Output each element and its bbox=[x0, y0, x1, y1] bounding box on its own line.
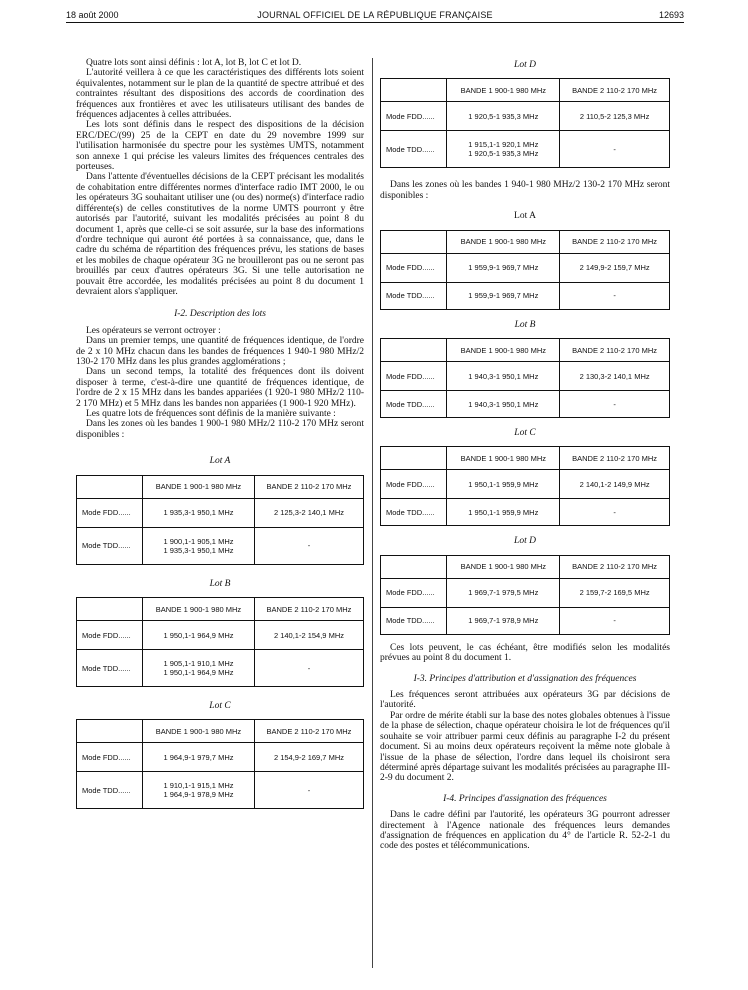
cell-line: 1 915,1-1 920,1 MHz bbox=[468, 140, 539, 150]
row-label: Mode FDD...... bbox=[381, 253, 447, 282]
section-heading: I-4. Principes d'assignation des fréquences bbox=[443, 793, 607, 804]
cell: 2 140,1-2 149,9 MHz bbox=[560, 470, 670, 499]
cell: - bbox=[560, 282, 670, 309]
row-label: Mode TDD...... bbox=[77, 527, 143, 564]
lot-table bbox=[380, 338, 670, 418]
lot-table bbox=[380, 230, 670, 310]
header-rule bbox=[66, 22, 684, 23]
lot-title: Lot B bbox=[209, 578, 231, 589]
cell-line: 1 964,9-1 978,9 MHz bbox=[163, 790, 234, 800]
cell-line: 1 935,3-1 950,1 MHz bbox=[163, 545, 234, 555]
cell: 2 159,7-2 169,5 MHz bbox=[560, 578, 670, 607]
cell: - bbox=[254, 650, 363, 687]
cell: 2 130,3-2 140,1 MHz bbox=[560, 362, 670, 391]
column-header: BANDE 2 110-2 170 MHz bbox=[254, 598, 363, 621]
column-header: BANDE 1 900-1 980 MHz bbox=[447, 79, 560, 102]
cell bbox=[143, 650, 255, 687]
lot-title: Lot A bbox=[209, 456, 231, 467]
cell: 1 959,9-1 969,7 MHz bbox=[447, 253, 560, 282]
column-header: BANDE 1 900-1 980 MHz bbox=[143, 598, 255, 621]
cell: 2 125,3-2 140,1 MHz bbox=[254, 498, 363, 527]
lot-title: Lot B bbox=[514, 319, 536, 330]
column-header: BANDE 2 110-2 170 MHz bbox=[254, 475, 363, 498]
cell: 2 154,9-2 169,7 MHz bbox=[254, 743, 363, 772]
cell bbox=[143, 772, 255, 809]
section-heading: I-3. Principes d'attribution et d'assignation des fréquences bbox=[413, 673, 637, 684]
column-header: BANDE 2 110-2 170 MHz bbox=[560, 555, 670, 578]
cell-line: 1 920,5-1 935,3 MHz bbox=[468, 149, 539, 159]
cell: 1 969,7-1 979,5 MHz bbox=[447, 578, 560, 607]
cell-line: 1 950,1-1 964,9 MHz bbox=[163, 668, 234, 678]
column-header: BANDE 2 110-2 170 MHz bbox=[560, 447, 670, 470]
issue-date: 18 août 2000 bbox=[66, 10, 119, 20]
lot-table bbox=[380, 555, 670, 635]
paragraph: Les lots sont définis dans le respect des dispositions de la décision ERC/DEC/(99) 25 de la CEPT en date du 29 novembre 1999 sur l'utilisation harmonisée du spectre pour les systèmes UMTS, notamment son annexe 1 qui précise les valeurs limites des fréquences centrales des porteuses. bbox=[76, 120, 364, 173]
column-header: BANDE 2 110-2 170 MHz bbox=[560, 79, 670, 102]
cell-line: 1 900,1-1 905,1 MHz bbox=[163, 536, 234, 546]
row-label: Mode TDD...... bbox=[77, 650, 143, 687]
lot-table bbox=[380, 446, 670, 526]
cell bbox=[447, 131, 560, 168]
column-header: BANDE 2 110-2 170 MHz bbox=[560, 230, 670, 253]
cell-line: 1 910,1-1 915,1 MHz bbox=[163, 781, 234, 791]
row-label: Mode TDD...... bbox=[381, 131, 447, 168]
cell: 2 140,1-2 154,9 MHz bbox=[254, 621, 363, 650]
paragraph: Les opérateurs se verront octroyer : bbox=[86, 325, 221, 336]
lot-table bbox=[76, 475, 364, 565]
column-header: BANDE 1 900-1 980 MHz bbox=[447, 447, 560, 470]
paragraph: Dans les zones où les bandes 1 900-1 980 MHz/2 110-2 170 MHz seront disponibles : bbox=[76, 419, 364, 440]
row-label: Mode FDD...... bbox=[77, 743, 143, 772]
row-label: Mode TDD...... bbox=[381, 499, 447, 526]
cell: - bbox=[560, 607, 670, 634]
cell: - bbox=[254, 527, 363, 564]
section-heading: I-2. Description des lots bbox=[174, 309, 266, 320]
paragraph: Dans l'attente d'éventuelles décisions de la CEPT précisant les modalités de cohabitation entre différentes normes d'interface radio IMT 2000, le ou les opérateurs 3G souhaitant utiliser une (ou des) norme(s) d'interface radio différente(s) de celles constitutives de la norme UMTS pourront y être autorisés par l'autorité, suivant les modalités précisées au point 8 du document 1, après que celle-ci se soit assurée, sur la base des informations d'ordre technique qui auront été portées à sa connaissance, que, dans le cadre du schéma de répartition des fréquences prévu, les stations de bases et les mobiles de chaque opérateur 3G ne brouilleront pas ou ne seront pas brouillés par ceux d'autres opérateurs 3G. Si une telle autorisation ne pouvait être accordée, les modalités précisées au point 8 du document 1 devraient alors s'appliquer. bbox=[76, 172, 364, 297]
blank-cell bbox=[77, 720, 143, 743]
row-label: Mode FDD...... bbox=[381, 102, 447, 131]
paragraph: Dans le cadre défini par l'autorité, les opérateurs 3G pourront adresser directement à l'Agence nationale des fréquences leurs demandes d'assignation de fréquences en application du 4° de l'article R. 52-2-1 du code des postes et télécommunications. bbox=[380, 810, 670, 852]
row-label: Mode FDD...... bbox=[381, 362, 447, 391]
cell: 2 149,9-2 159,7 MHz bbox=[560, 253, 670, 282]
cell: 1 940,3-1 950,1 MHz bbox=[447, 362, 560, 391]
lot-title: Lot A bbox=[514, 211, 536, 222]
paragraph: Quatre lots sont ainsi définis : lot A, lot B, lot C et lot D. bbox=[86, 58, 302, 68]
cell-line: 1 905,1-1 910,1 MHz bbox=[163, 659, 234, 669]
paragraph: Les quatre lots de fréquences sont définis de la manière suivante : bbox=[86, 409, 336, 419]
cell: 1 969,7-1 978,9 MHz bbox=[447, 607, 560, 634]
cell: - bbox=[254, 772, 363, 809]
cell: 1 935,3-1 950,1 MHz bbox=[143, 498, 255, 527]
paragraph: Dans les zones où les bandes 1 940-1 980 MHz/2 130-2 170 MHz seront disponibles : bbox=[380, 180, 670, 201]
left-column bbox=[76, 58, 364, 815]
cell: 1 920,5-1 935,3 MHz bbox=[447, 102, 560, 131]
journal-title: JOURNAL OFFICIEL DE LA RÉPUBLIQUE FRANÇAISE bbox=[257, 10, 493, 20]
cell: 1 940,3-1 950,1 MHz bbox=[447, 391, 560, 418]
blank-cell bbox=[77, 598, 143, 621]
lot-table bbox=[380, 78, 670, 168]
row-label: Mode FDD...... bbox=[381, 470, 447, 499]
cell: 1 959,9-1 969,7 MHz bbox=[447, 282, 560, 309]
blank-cell bbox=[381, 79, 447, 102]
row-label: Mode FDD...... bbox=[77, 621, 143, 650]
lot-title: Lot D bbox=[514, 60, 536, 70]
blank-cell bbox=[77, 475, 143, 498]
cell: - bbox=[560, 131, 670, 168]
paragraph: Dans un second temps, la totalité des fréquences dont ils doivent disposer à terme, c'est-à-dire une quantité de fréquences identique, de l'ordre de 2 x 15 MHz dans les bandes appariées (1 920-1 980 MHz/2 110-2 170 MHz) et 5 MHz dans les bandes non appariées (1 900-1 920 MHz). bbox=[76, 367, 364, 409]
blank-cell bbox=[381, 339, 447, 362]
column-header: BANDE 1 900-1 980 MHz bbox=[447, 339, 560, 362]
row-label: Mode TDD...... bbox=[381, 607, 447, 634]
right-column bbox=[380, 58, 670, 852]
column-header: BANDE 2 110-2 170 MHz bbox=[254, 720, 363, 743]
page-number: 12693 bbox=[658, 10, 684, 20]
column-header: BANDE 1 900-1 980 MHz bbox=[447, 555, 560, 578]
column-header: BANDE 1 900-1 980 MHz bbox=[143, 720, 255, 743]
cell: 1 950,1-1 959,9 MHz bbox=[447, 470, 560, 499]
blank-cell bbox=[381, 447, 447, 470]
lot-title: Lot C bbox=[514, 428, 536, 439]
lot-table bbox=[76, 597, 364, 687]
blank-cell bbox=[381, 555, 447, 578]
page-header bbox=[66, 6, 684, 22]
paragraph: Dans un premier temps, une quantité de fréquences identique, de l'ordre de 2 x 10 MHz chacun dans les bandes de fréquences 1 940-1 980 MHz/2 130-2 170 MHz dans les plus grandes agglomérations ; bbox=[76, 336, 364, 367]
lot-title: Lot C bbox=[209, 701, 231, 712]
column-header: BANDE 1 900-1 980 MHz bbox=[143, 475, 255, 498]
column-divider bbox=[372, 58, 373, 968]
column-header: BANDE 1 900-1 980 MHz bbox=[447, 230, 560, 253]
blank-cell bbox=[381, 230, 447, 253]
row-label: Mode TDD...... bbox=[77, 772, 143, 809]
cell: 2 110,5-2 125,3 MHz bbox=[560, 102, 670, 131]
cell: - bbox=[560, 499, 670, 526]
paragraph: Ces lots peuvent, le cas échéant, être modifiés selon les modalités prévues au point 8 du document 1. bbox=[380, 642, 670, 664]
paragraph: Les fréquences seront attribuées aux opérateurs 3G par décisions de l'autorité. bbox=[380, 690, 670, 711]
row-label: Mode FDD...... bbox=[381, 578, 447, 607]
cell: 1 950,1-1 959,9 MHz bbox=[447, 499, 560, 526]
cell: 1 950,1-1 964,9 MHz bbox=[143, 621, 255, 650]
paragraph: Par ordre de mérite établi sur la base des notes globales obtenues à l'issue de la phase de sélection, chaque opérateur choisira le lot de fréquences qu'il souhaite se voir attribuer parmi ceux définis au paragraphe I-2 du présent document. Si au moins deux opérateurs reçoivent la même note globale à l'issue de la phase de sélection, l'ordre dans lequel ils choisiront sera déterminé après départage suivant les modalités précisées au paragraphe III-2-9 du document 2. bbox=[380, 710, 670, 784]
lot-title: Lot D bbox=[514, 536, 536, 547]
paragraph: L'autorité veillera à ce que les caractéristiques des différents lots soient équivalentes, notamment sur le plan de la quantité de spectre attribué et des contraintes résultant des dispositions des accords de coordination des fréquences aux frontières et avec les utilisateurs utilisant des bandes de fréquences adjacentes à celles attribuées. bbox=[76, 68, 364, 121]
column-header: BANDE 2 110-2 170 MHz bbox=[560, 339, 670, 362]
row-label: Mode FDD...... bbox=[77, 498, 143, 527]
cell: - bbox=[560, 391, 670, 418]
row-label: Mode TDD...... bbox=[381, 391, 447, 418]
cell bbox=[143, 527, 255, 564]
row-label: Mode TDD...... bbox=[381, 282, 447, 309]
cell: 1 964,9-1 979,7 MHz bbox=[143, 743, 255, 772]
lot-table bbox=[76, 719, 364, 809]
